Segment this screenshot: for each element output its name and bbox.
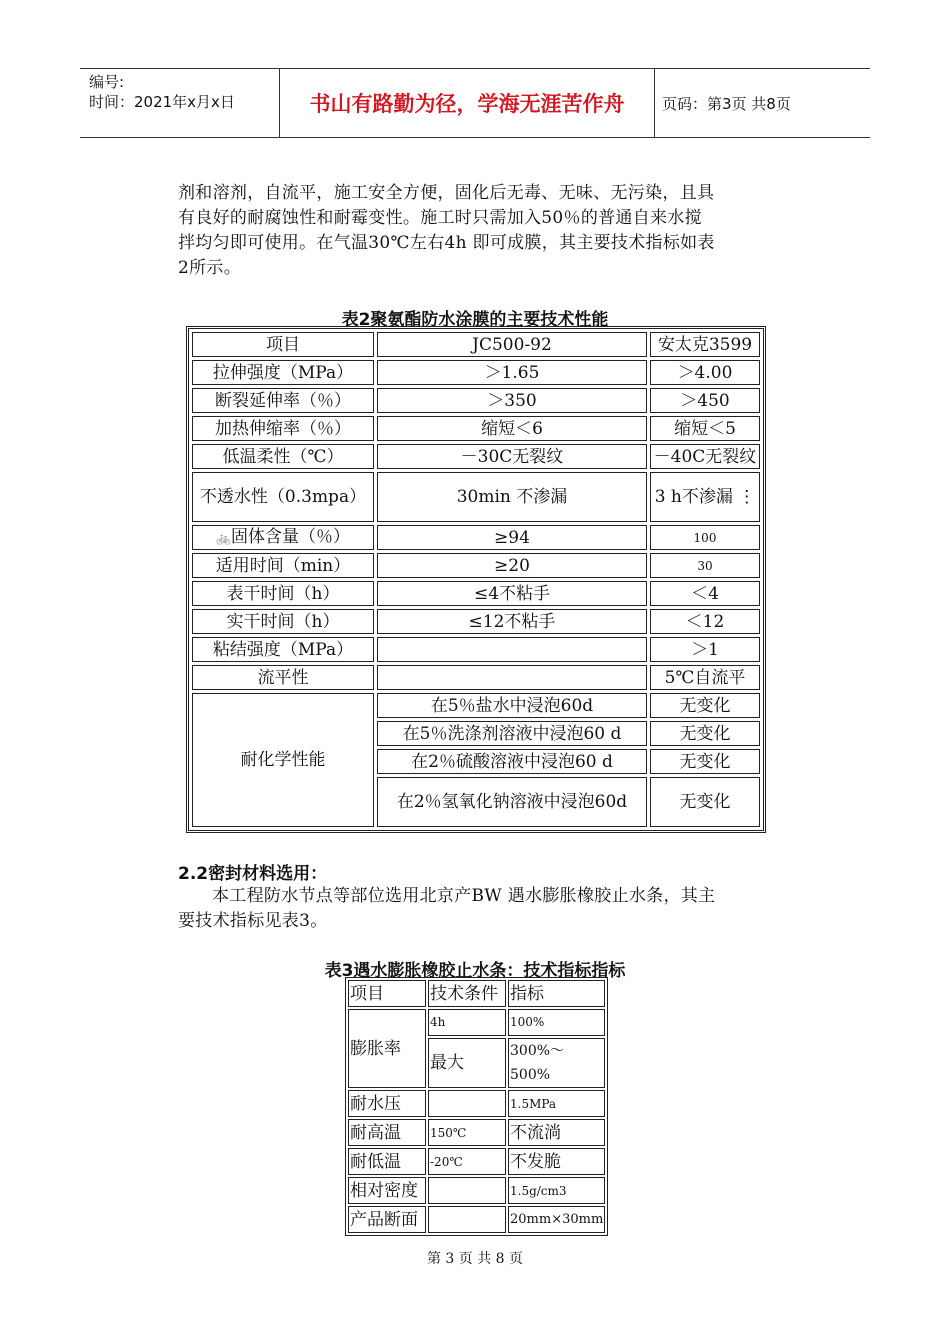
table-cell [428,1177,506,1204]
table-cell: 缩短＜6 [377,416,647,441]
cell-text: 固体含量（％） [230,527,350,547]
table-row [192,472,760,522]
table-header-row [348,980,605,1007]
table-cell: 实干时间（h） [192,609,374,634]
table-cell: 30min 不渗漏 [377,472,647,522]
paragraph-line: 本工程防水节点等部位选用北京产BW 遇水膨胀橡胶止水条，其主 [212,886,716,906]
table-row [192,609,760,634]
table-cell: ＜4 [650,581,760,606]
table-cell: 加热伸缩率（％） [192,416,374,441]
table3 [345,977,608,1236]
table-header-cell: 项目 [192,332,374,357]
table-cell: 适用时间（min） [192,553,374,578]
table-row [192,581,760,606]
intro-paragraph [178,181,778,281]
paragraph-line: 有良好的耐腐蚀性和耐霉变性。施工时只需加入50％的普通自来水搅 [178,208,702,228]
table2 [186,326,766,833]
table-cell: ≥94 [377,525,647,550]
section-heading: 2.2密封材料选用： [178,864,328,884]
table-header-cell: 技术条件 [428,980,506,1007]
table-cell: 100% [508,1009,605,1036]
table-cell: ≥20 [377,553,647,578]
table-cell: 缩短＜5 [650,416,760,441]
section-paragraph [178,884,778,934]
table-cell: ＞450 [650,388,760,413]
table-cell: 1.5g/cm3 [508,1177,605,1204]
table-row [348,1177,605,1204]
table-cell: 粘结强度（MPa） [192,637,374,662]
table-cell [377,665,647,690]
table-row [192,637,760,662]
paragraph-line: 拌均匀即可使用。在气温30℃左右4h 即可成膜，其主要技术指标如表 [178,233,715,253]
table-cell: 流平性 [192,665,374,690]
table-cell: 不发脆 [508,1148,605,1175]
table-header-cell: 项目 [348,980,426,1007]
car-icon: 🚲 [216,531,231,545]
table-cell: 在5％洗涤剂溶液中浸泡60 d [377,721,647,746]
table-cell: 耐高温 [348,1119,426,1146]
table-cell: 在2％硫酸溶液中浸泡60 d [377,749,647,774]
table-cell: ＞1.65 [377,360,647,385]
table-cell: 无变化 [650,749,760,774]
table-cell: 膨胀率 [348,1009,426,1088]
table-cell: ＜12 [650,609,760,634]
table-cell [192,525,374,550]
paragraph-line: 2所示。 [178,258,242,278]
page-footer: 第 3 页 共 8 页 [426,1251,524,1267]
table-cell: 耐水压 [348,1090,426,1117]
table-cell: ≤4不粘手 [377,581,647,606]
table-cell: 不透水性（0.3mpa） [192,472,374,522]
table-row [192,665,760,690]
paragraph-line: 要技术指标见表3。 [178,911,328,931]
table-cell: 150℃ [428,1119,506,1146]
table-row [348,1090,605,1117]
table-cell: -20℃ [428,1148,506,1175]
table-cell: 在2％氢氧化钠溶液中浸泡60d [377,777,647,827]
table-row [192,388,760,413]
table-row [348,1009,605,1036]
table-cell: 1.5MPa [508,1090,605,1117]
table-row [348,1148,605,1175]
table-header-cell: JC500-92 [377,332,647,357]
table-cell [377,637,647,662]
table-cell: 无变化 [650,721,760,746]
table-cell: －30C无裂纹 [377,444,647,469]
table-header-cell: 安太克3599 [650,332,760,357]
table-row [192,525,760,550]
header-motto: 书山有路勤为径，学海无涯苦作舟 [280,69,655,137]
table-row [192,416,760,441]
table2-caption: 表2聚氨酯防水涂膜的主要技术性能 [341,310,609,330]
table-cell: ≤12不粘手 [377,609,647,634]
time-label: 时间：2021年x月x日 [89,93,235,111]
table-cell [428,1090,506,1117]
table-row [192,693,760,718]
table-row [348,1119,605,1146]
table-cell: 300%～500% [508,1038,605,1088]
table-cell: 产品断面 [348,1206,426,1233]
table-cell: －40C无裂纹 [650,444,760,469]
table-cell: 不流淌 [508,1119,605,1146]
table-header-cell: 指标 [508,980,605,1007]
table-cell: 3 h不渗漏 ⋮ [650,472,760,522]
table-cell [428,1206,506,1233]
page-header [80,68,870,138]
table-cell: 低温柔性（℃） [192,444,374,469]
table-cell: 无变化 [650,693,760,718]
header-meta [80,69,280,137]
table-cell: 拉伸强度（MPa） [192,360,374,385]
table-cell: 无变化 [650,777,760,827]
table-cell: 20mm×30mm [508,1206,605,1233]
table-cell: ＞1 [650,637,760,662]
table-row [348,1206,605,1233]
table-row [192,553,760,578]
table-cell: ＞350 [377,388,647,413]
table-cell: 耐低温 [348,1148,426,1175]
table-row [192,444,760,469]
header-page-info: 页码：第3页 共8页 [662,94,791,113]
table-cell: 相对密度 [348,1177,426,1204]
table-cell: 表干时间（h） [192,581,374,606]
table3-caption: 表3遇水膨胀橡胶止水条：技术指标指标 [324,961,626,981]
table-cell: 30 [650,553,760,578]
table-cell: 在5％盐水中浸泡60d [377,693,647,718]
table-cell: 断裂延伸率（％） [192,388,374,413]
number-label: 编号: [89,73,125,91]
table-cell: 5℃自流平 [650,665,760,690]
table-cell: 100 [650,525,760,550]
table-cell: 耐化学性能 [192,693,374,827]
table-row [192,360,760,385]
table-header-row [192,332,760,357]
paragraph-line: 剂和溶剂，自流平，施工安全方便，固化后无毒、无味、无污染，且具 [178,183,715,203]
table-cell: 4h [428,1009,506,1036]
table-cell: ＞4.00 [650,360,760,385]
table-cell: 最大 [428,1038,506,1088]
